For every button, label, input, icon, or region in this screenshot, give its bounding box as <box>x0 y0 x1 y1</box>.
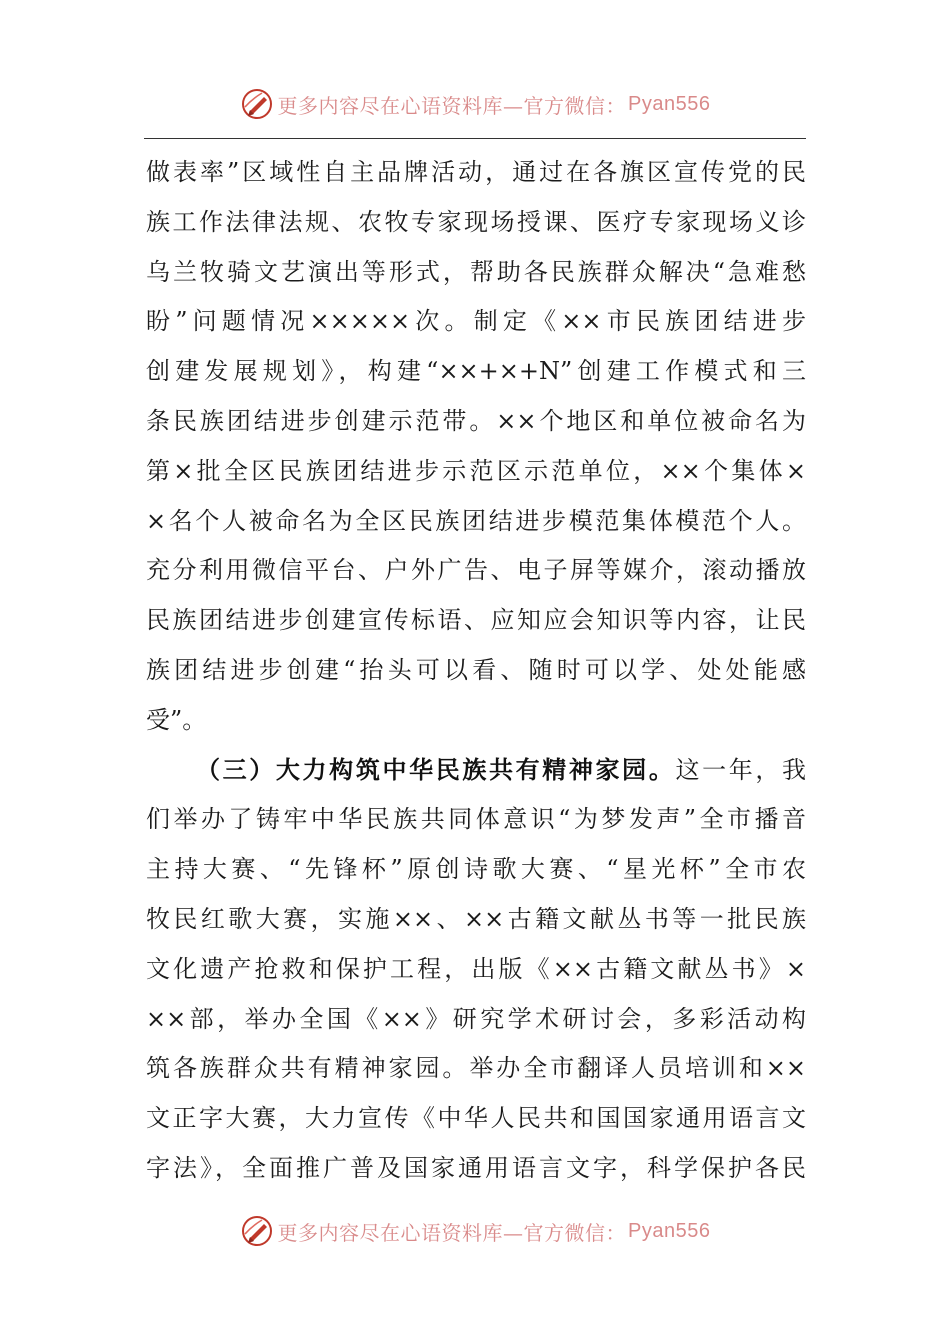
paragraph-line: 筑各族群众共有精神家园。举办全市翻译人员培训和×× <box>146 1054 806 1083</box>
paragraph-line: 受”。 <box>146 705 207 734</box>
paragraph-line: 牧民红歌大赛，实施××、××古籍文献丛书等一批民族 <box>146 904 806 933</box>
wechat-id: Pyan556 <box>628 92 711 115</box>
paragraph-line: 充分利用微信平台、户外广告、电子屏等媒介，滚动播放 <box>146 556 806 585</box>
paragraph-line: 主持大赛、“先锋杯”原创诗歌大赛、“星光杯”全市农 <box>146 855 806 884</box>
paragraph-line: 盼”问题情况×××××次。制定《××市民族团结进步 <box>146 307 806 336</box>
document-body <box>146 148 806 1194</box>
header-watermark <box>0 84 950 124</box>
paragraph-line: 乌兰牧骑文艺演出等形式，帮助各民族群众解决“急难愁 <box>146 257 806 286</box>
paragraph-line: 条民族团结进步创建示范带。××个地区和单位被命名为 <box>146 406 806 435</box>
paragraph-line: 民族团结进步创建宣传标语、应知应会知识等内容，让民 <box>146 606 806 635</box>
paragraph-line: 字法》，全面推广普及国家通用语言文字，科学保护各民 <box>146 1153 806 1182</box>
footer-watermark <box>0 1211 950 1251</box>
section-heading: （三）大力构筑中华民族共有精神家园。 <box>196 755 676 784</box>
watermark-text: 更多内容尽在心语资料库—官方微信： <box>277 1220 627 1245</box>
paragraph-line: 文化遗产抢救和保护工程，出版《××古籍文献丛书》× <box>146 954 806 983</box>
section-heading-rest: 这一年，我 <box>675 755 806 784</box>
paragraph-line: 们举办了铸牢中华民族共同体意识“为梦发声”全市播音 <box>146 805 806 834</box>
paragraph-line: 创建发展规划》，构建“××+×+N”创建工作模式和三 <box>146 357 806 386</box>
wechat-id: Pyan556 <box>628 1219 711 1242</box>
paragraph-line: 族工作法律法规、农牧专家现场授课、医疗专家现场义诊 <box>146 207 806 236</box>
section-heading-line <box>146 746 806 796</box>
header-divider <box>144 138 806 139</box>
pen-logo-icon <box>240 1214 274 1248</box>
paragraph-line: 文正字大赛，大力宣传《中华人民共和国国家通用语言文 <box>146 1104 806 1133</box>
watermark-text: 更多内容尽在心语资料库—官方微信： <box>277 93 627 118</box>
paragraph-line: 做表率”区域性自主品牌活动，通过在各旗区宣传党的民 <box>146 158 806 186</box>
paragraph-line: 第×批全区民族团结进步示范区示范单位，××个集体× <box>146 456 806 485</box>
pen-logo-icon <box>240 87 274 121</box>
paragraph-line: ××部，举办全国《××》研究学术研讨会，多彩活动构 <box>146 1004 806 1033</box>
paragraph-line: 族团结进步创建“抬头可以看、随时可以学、处处能感 <box>146 655 806 684</box>
paragraph-line: ×名个人被命名为全区民族团结进步模范集体模范个人。 <box>146 506 806 535</box>
